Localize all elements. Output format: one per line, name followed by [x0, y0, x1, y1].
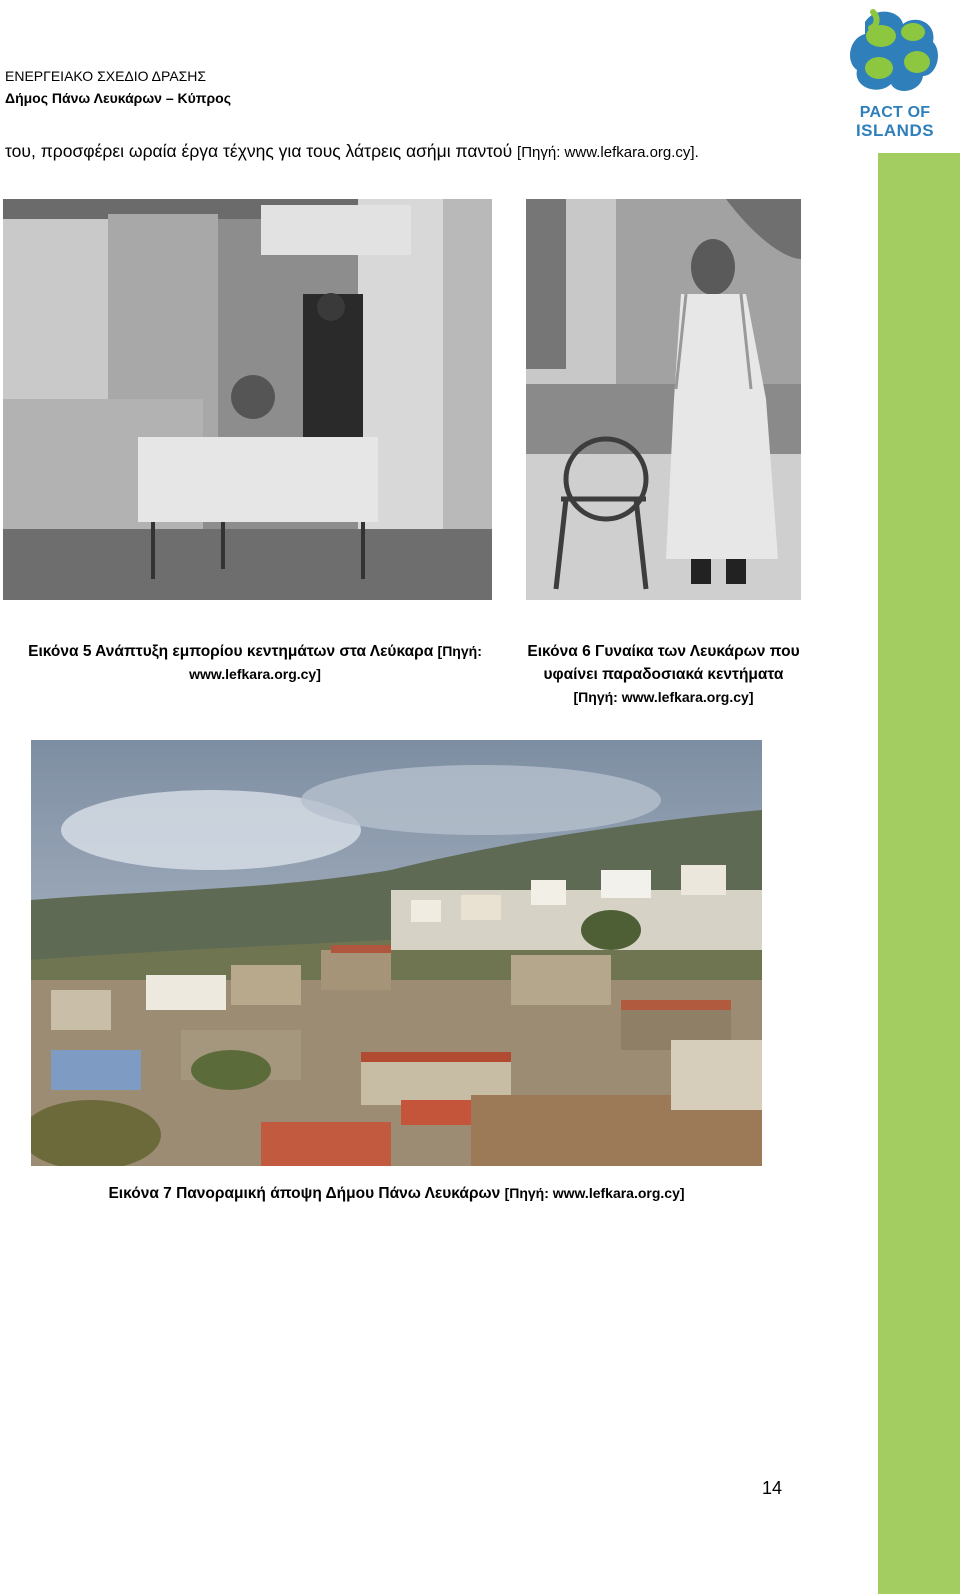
figure6-caption-text: Εικόνα 6 Γυναίκα των Λευκάρων που υφαίνει παραδοσιακά κεντήματα: [527, 643, 800, 683]
figure7-caption-source: [Πηγή: www.lefkara.org.cy]: [504, 1185, 685, 1201]
document-header-title: ΕΝΕΡΓΕΙΑΚΟ ΣΧΕΔΙΟ ΔΡΑΣΗΣ: [5, 68, 207, 84]
document-header-subtitle: Δήμος Πάνω Λευκάρων – Κύπρος: [5, 90, 231, 106]
figure5-caption-text: Εικόνα 5 Ανάπτυξη εμπορίου κεντημάτων στα Λεύκαρα: [28, 643, 438, 660]
logo-text-line2: ISLANDS: [855, 121, 935, 140]
figure6-caption-source: [Πηγή: www.lefkara.org.cy]: [573, 689, 754, 705]
paragraph-source: [Πηγή: www.lefkara.org.cy].: [517, 144, 699, 161]
logo-emblem: [845, 4, 945, 104]
figure7-photo: [31, 740, 762, 1166]
figure7-caption-text: Εικόνα 7 Πανοραμική άποψη Δήμου Πάνω Λευκάρων: [108, 1185, 505, 1202]
page-number: 14: [762, 1478, 783, 1498]
figure5-photo: [3, 199, 492, 600]
figure5-caption: [5, 640, 505, 686]
logo-text-line1: PACT OF: [859, 104, 931, 121]
figure6-photo: [526, 199, 801, 600]
body-paragraph: [5, 138, 790, 166]
figure5-caption-source: [Πηγή: www.lefkara.org.cy]: [189, 643, 482, 682]
figure6-caption: [526, 640, 801, 709]
figure7-caption: [31, 1182, 762, 1205]
paragraph-text: του, προσφέρει ωραία έργα τέχνης για τους λάτρεις ασήμι παντού: [5, 141, 518, 161]
pact-of-islands-logo: [845, 4, 945, 144]
side-accent-bar: [878, 153, 960, 1594]
